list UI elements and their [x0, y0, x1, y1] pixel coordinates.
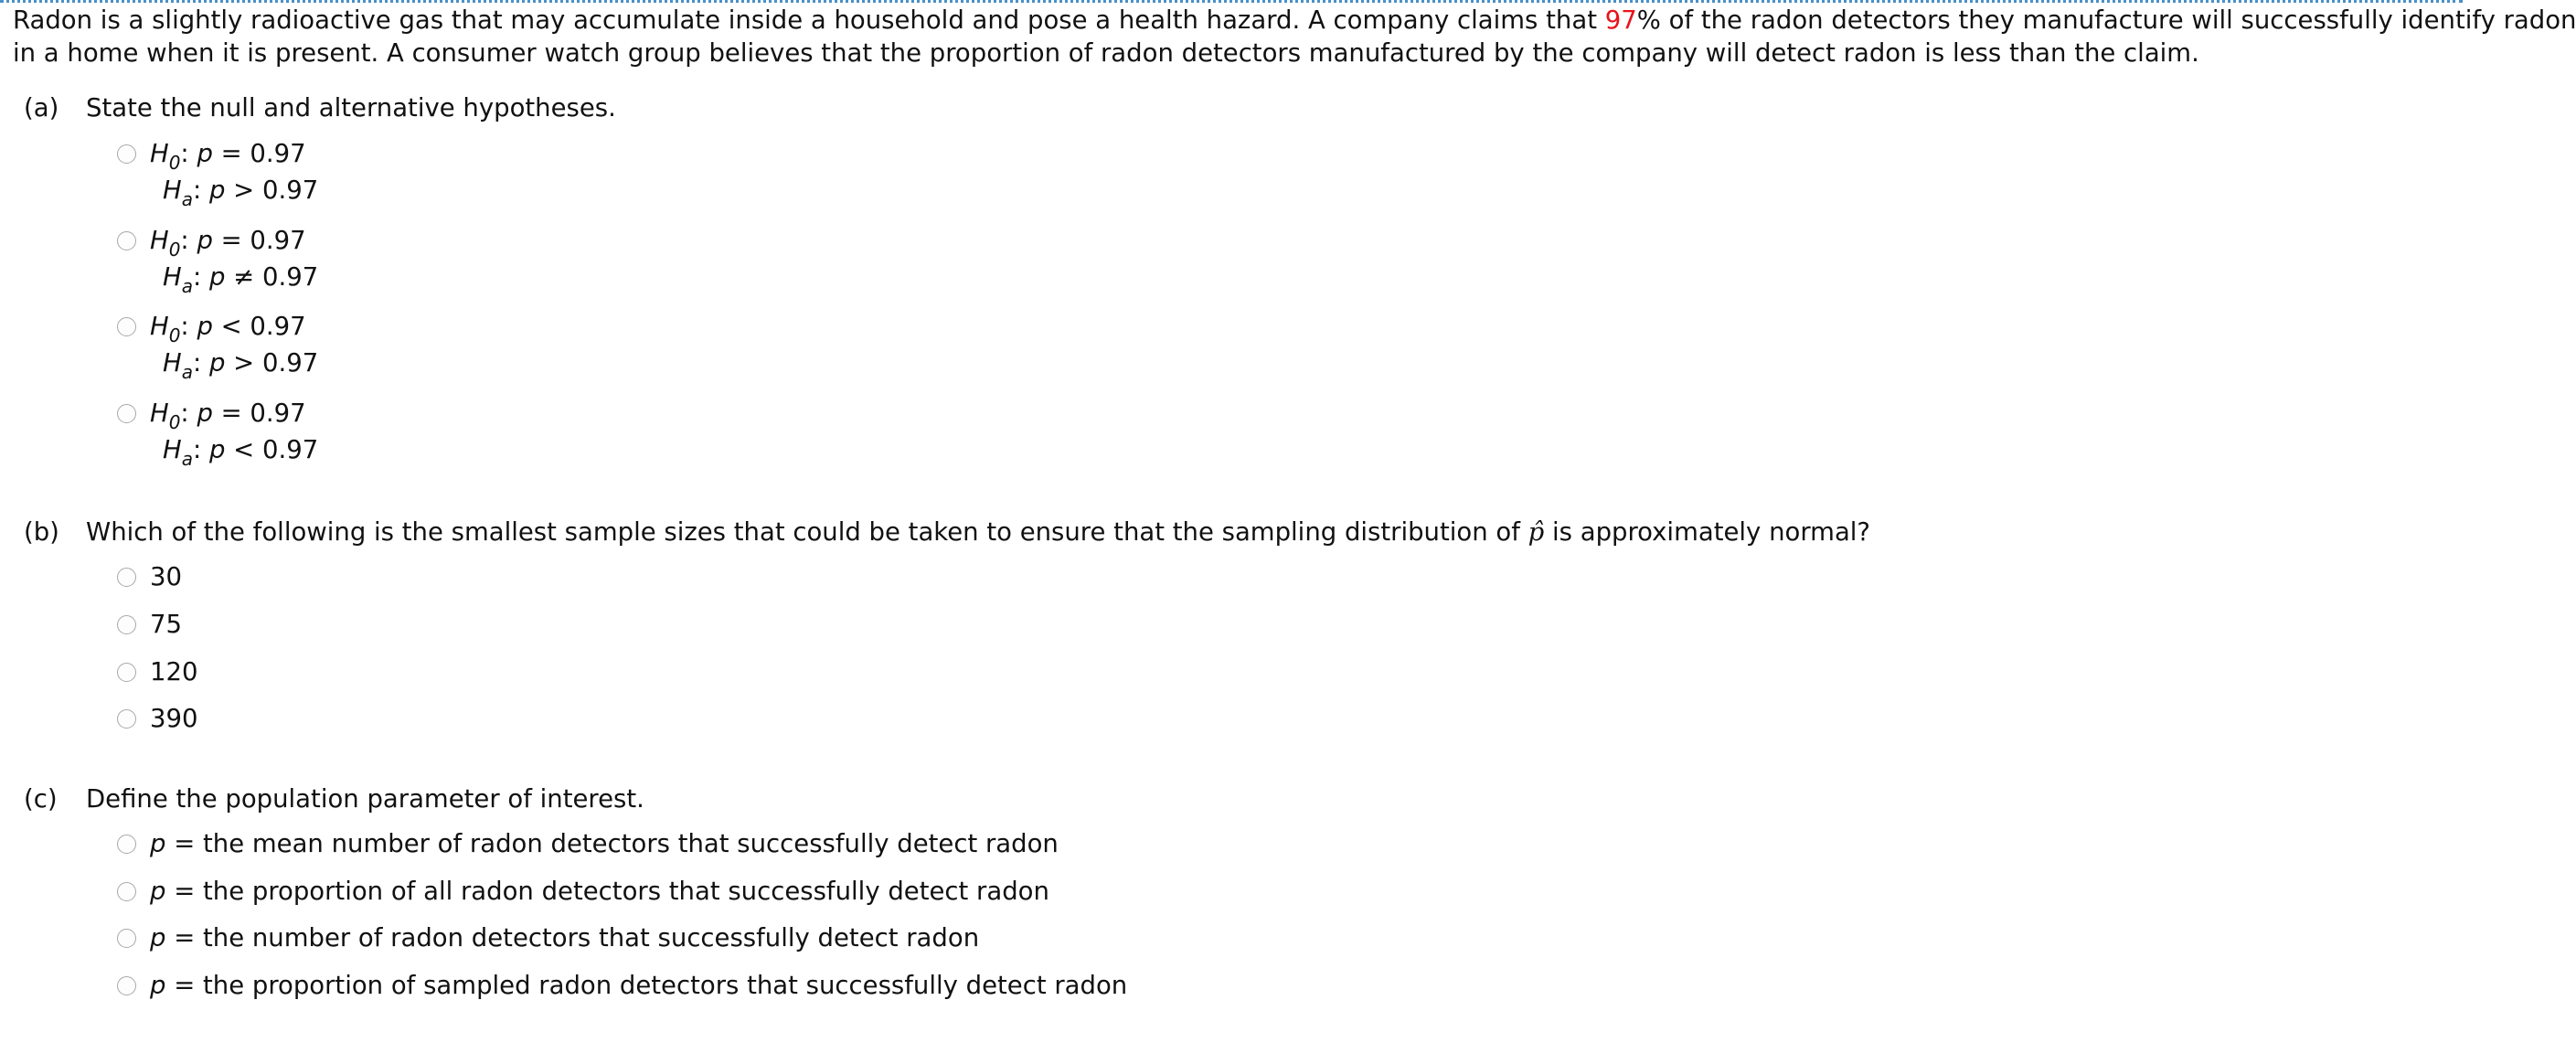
- h0-statement: $H_0$: p = 0.97: [150, 226, 306, 261]
- hypothesis-option-2[interactable]: [0, 224, 548, 297]
- ha-statement: $H_a$: p < 0.97: [163, 435, 319, 470]
- h0-statement: $H_0$: p = 0.97: [150, 399, 306, 433]
- part-b-text-after: is approximately normal?: [1544, 517, 1871, 547]
- radio-button[interactable]: [117, 144, 136, 164]
- hypothesis-option-4[interactable]: [0, 397, 548, 470]
- parameter-option-1[interactable]: [0, 827, 1188, 860]
- part-a-letter: (a): [24, 93, 59, 122]
- option-label: 120: [150, 657, 198, 686]
- option-label: 30: [150, 562, 182, 591]
- hypothesis-option-1[interactable]: [0, 137, 548, 210]
- radio-button[interactable]: [117, 882, 136, 901]
- ha-statement: $H_a$: p ≠ 0.97: [163, 262, 319, 297]
- h0-statement: $H_0$: p = 0.97: [150, 139, 306, 174]
- top-divider: [0, 0, 2463, 3]
- part-c-question: [24, 782, 644, 815]
- radio-button[interactable]: [117, 317, 136, 336]
- parameter-option-3[interactable]: [0, 921, 1188, 954]
- p-hat-symbol: p̂: [1528, 517, 1545, 547]
- radio-button[interactable]: [117, 568, 136, 587]
- option-label: p = the proportion of sampled radon detectors that successfully detect radon: [150, 971, 1128, 1000]
- part-a-text: State the null and alternative hypotheses.: [86, 93, 616, 122]
- intro-text-before: Radon is a slightly radioactive gas that may accumulate inside a household and pose a health hazard. A company claims that: [13, 5, 1605, 35]
- radio-button[interactable]: [117, 663, 136, 682]
- sample-size-option-1[interactable]: [0, 560, 366, 593]
- intro-text-after: % of the radon detectors they manufacture will successfully identify radon: [1636, 5, 2576, 35]
- radio-button[interactable]: [117, 615, 136, 634]
- option-label: 75: [150, 610, 182, 639]
- part-a-question: [24, 91, 616, 124]
- sample-size-option-2[interactable]: [0, 608, 366, 641]
- hypothesis-option-3[interactable]: [0, 310, 548, 383]
- option-label: p = the mean number of radon detectors that successfully detect radon: [150, 829, 1059, 858]
- intro-line-2: in a home when it is present. A consumer watch group believes that the proportion of radon detectors manufactured by the company will detect radon is less than the claim.: [13, 38, 2199, 68]
- radio-button[interactable]: [117, 835, 136, 854]
- part-c-text: Define the population parameter of interest.: [86, 784, 644, 814]
- option-label: p = the proportion of all radon detectors that successfully detect radon: [150, 877, 1049, 906]
- ha-statement: $H_a$: p > 0.97: [163, 348, 319, 383]
- radio-button[interactable]: [117, 929, 136, 948]
- radio-button[interactable]: [117, 976, 136, 995]
- part-b-question: [24, 516, 1870, 548]
- option-label: 390: [150, 704, 198, 733]
- intro-line-1: [13, 4, 2576, 37]
- part-c-letter: (c): [24, 784, 58, 814]
- parameter-option-4[interactable]: [0, 969, 1188, 1002]
- h0-statement: $H_0$: p < 0.97: [150, 312, 306, 346]
- part-b-text-before: Which of the following is the smallest sample sizes that could be taken to ensure that the sampling distribution of: [86, 517, 1528, 547]
- claim-percentage: 97: [1604, 5, 1637, 35]
- option-label: p = the number of radon detectors that successfully detect radon: [150, 923, 980, 952]
- sample-size-option-3[interactable]: [0, 655, 366, 688]
- radio-button[interactable]: [117, 404, 136, 423]
- ha-statement: $H_a$: p > 0.97: [163, 176, 319, 210]
- sample-size-option-4[interactable]: [0, 702, 366, 735]
- radio-button[interactable]: [117, 231, 136, 250]
- part-b-letter: (b): [24, 517, 59, 547]
- problem-statement: [13, 4, 2576, 69]
- parameter-option-2[interactable]: [0, 875, 1188, 908]
- radio-button[interactable]: [117, 709, 136, 729]
